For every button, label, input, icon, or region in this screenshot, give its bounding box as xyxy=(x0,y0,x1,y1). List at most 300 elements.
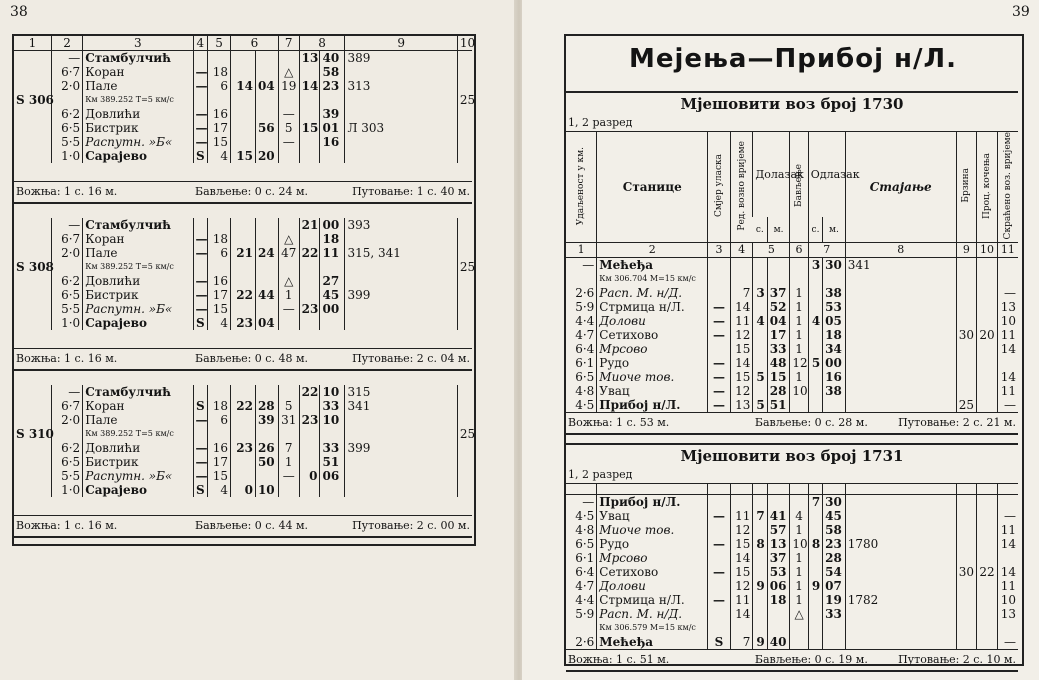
departure-hour xyxy=(299,260,320,274)
distance-km: — xyxy=(51,51,82,66)
departure-hour: 21 xyxy=(299,218,320,232)
stop-time-summary: Бављење: 0 с. 19 м. xyxy=(753,650,845,672)
stop-time: 1 xyxy=(790,342,808,356)
speed: 30 xyxy=(956,565,977,579)
stop-time: 1 xyxy=(790,523,808,537)
entry-direction: S xyxy=(193,149,208,163)
distance-km xyxy=(51,427,82,441)
column-number: 3 xyxy=(83,36,193,51)
run-time: 15 xyxy=(208,135,231,149)
run-time: 17 xyxy=(208,121,231,135)
departure-hour xyxy=(808,328,822,342)
distance-km: 2·0 xyxy=(51,413,82,427)
distance-km: 2·0 xyxy=(51,79,82,93)
arrival-hour xyxy=(230,51,255,66)
departure-hour: 7 xyxy=(808,495,822,510)
departure-minute: 39 xyxy=(320,107,345,121)
crossing-info xyxy=(345,65,457,79)
timetable-row xyxy=(566,272,1018,286)
distance-km: — xyxy=(582,258,595,273)
stop-time xyxy=(790,621,808,635)
station-name: Прибој н/Л. xyxy=(597,495,708,510)
crossing-info xyxy=(845,370,956,384)
run-time: 18 xyxy=(208,232,231,246)
stop-time: 1 xyxy=(790,593,808,607)
crossing-info xyxy=(345,107,457,121)
departure-hour xyxy=(808,509,822,523)
run-time: 15 xyxy=(730,342,753,356)
arrival-minute xyxy=(255,51,278,66)
run-time: 14 xyxy=(730,300,753,314)
run-time xyxy=(208,385,231,399)
speed: 30 xyxy=(956,328,977,342)
departure-minute: 58 xyxy=(320,65,345,79)
crossing-info: 315 xyxy=(345,385,457,399)
arrival-hour xyxy=(230,455,255,469)
arrival-hour xyxy=(753,258,767,273)
speed xyxy=(457,135,472,149)
stop-time: 1 xyxy=(790,286,808,300)
entry-direction: S xyxy=(193,316,208,330)
stop-time xyxy=(278,149,299,163)
run-time: 6 xyxy=(208,246,231,260)
departure-minute: 30 xyxy=(823,495,846,510)
entry-direction: — xyxy=(193,469,208,483)
run-time: 11 xyxy=(730,314,753,328)
departure-minute: 34 xyxy=(823,342,846,356)
station-name: Рудо xyxy=(597,356,708,370)
station-name: Сарајево xyxy=(83,149,193,163)
arrival-hour: 22 xyxy=(230,399,255,413)
timetable-row xyxy=(566,621,1018,635)
crossing-info: 1782 xyxy=(845,593,956,607)
departure-hour xyxy=(808,370,822,384)
speed xyxy=(956,537,977,551)
departure-minute: 33 xyxy=(320,441,345,455)
run-time: 11 xyxy=(730,509,753,523)
stop-time xyxy=(278,93,299,107)
arrival-minute: 37 xyxy=(767,286,790,300)
departure-minute xyxy=(823,635,846,650)
distance-km: 5·9 xyxy=(575,300,595,315)
entry-direction: — xyxy=(708,509,731,523)
crossing-info: 313 xyxy=(345,79,457,93)
stop-time: 1 xyxy=(790,551,808,565)
run-time: 15 xyxy=(730,370,753,384)
speed xyxy=(457,107,472,121)
arrival-minute xyxy=(255,302,278,316)
departure-minute: 00 xyxy=(320,302,345,316)
run-time: 6 xyxy=(208,79,231,93)
arrival-minute: 04 xyxy=(255,79,278,93)
reduced-time: — xyxy=(997,398,1018,413)
arrival-hour xyxy=(753,272,767,286)
arrival-hour xyxy=(230,469,255,483)
distance-km: 4·4 xyxy=(575,593,595,608)
stop-time xyxy=(278,260,299,274)
train-number xyxy=(14,65,51,79)
speed: 25 xyxy=(457,93,472,107)
arrival-minute: 17 xyxy=(767,328,790,342)
departure-hour: 8 xyxy=(808,537,822,551)
crossing-info xyxy=(345,93,457,107)
speed xyxy=(956,551,977,565)
arrival-minute xyxy=(255,107,278,121)
crossing-info xyxy=(345,483,457,497)
header-departure: Одлазак xyxy=(808,132,845,218)
braking-percent xyxy=(977,621,998,635)
entry-direction: — xyxy=(193,135,208,149)
distance-km: 6·5 xyxy=(51,455,82,469)
entry-direction xyxy=(193,218,208,232)
train-number xyxy=(14,385,51,399)
station-name: Распутн. »Б« xyxy=(83,135,193,149)
crossing-info xyxy=(845,286,956,300)
reduced-time: 11 xyxy=(997,384,1018,398)
stop-time: 1 xyxy=(790,565,808,579)
departure-hour: 9 xyxy=(808,579,822,593)
stop-time: 5 xyxy=(278,121,299,135)
departure-minute: 51 xyxy=(320,455,345,469)
block-gap xyxy=(566,434,1018,444)
departure-hour xyxy=(808,565,822,579)
timetable-row xyxy=(566,384,1018,398)
braking-percent xyxy=(977,593,998,607)
departure-minute: 06 xyxy=(320,469,345,483)
station-name: Сарајево xyxy=(83,316,193,330)
stop-time: 1 xyxy=(790,370,808,384)
header-spacer xyxy=(956,484,977,495)
arrival-hour xyxy=(230,93,255,107)
crossing-info xyxy=(345,274,457,288)
stop-time: 1 xyxy=(790,328,808,342)
station-name: Расп. М. н/Д. xyxy=(597,286,708,300)
distance-km: 6·5 xyxy=(51,121,82,135)
class-info: 1, 2 разред xyxy=(566,115,1018,132)
speed: 25 xyxy=(956,398,977,413)
arrival-hour: 0 xyxy=(230,483,255,497)
stop-time: 7 xyxy=(278,441,299,455)
train-number xyxy=(14,135,51,149)
run-time: 17 xyxy=(208,288,231,302)
station-name: Коран xyxy=(83,399,193,413)
distance-km: — xyxy=(51,385,82,399)
crossing-info xyxy=(845,384,956,398)
departure-hour xyxy=(808,551,822,565)
departure-minute: 30 xyxy=(823,258,846,273)
arrival-minute: 04 xyxy=(767,314,790,328)
station-name: Распутн. »Б« xyxy=(83,469,193,483)
train-number xyxy=(14,218,51,232)
stop-time: — xyxy=(278,302,299,316)
stop-time: △ xyxy=(790,607,808,621)
arrival-hour: 23 xyxy=(230,441,255,455)
arrival-minute xyxy=(255,260,278,274)
left-timetable xyxy=(14,36,476,538)
run-time xyxy=(208,93,231,107)
arrival-hour xyxy=(753,356,767,370)
arrival-minute xyxy=(255,232,278,246)
column-number: 4 xyxy=(193,36,208,51)
departure-hour xyxy=(808,607,822,621)
run-time: 12 xyxy=(730,523,753,537)
speed xyxy=(956,579,977,593)
entry-direction: — xyxy=(708,537,731,551)
departure-hour: 4 xyxy=(808,314,822,328)
spacer xyxy=(14,339,472,349)
timetable-row xyxy=(14,427,472,441)
distance-km: 6·2 xyxy=(51,107,82,121)
crossing-info: 399 xyxy=(345,288,457,302)
departure-minute xyxy=(320,93,345,107)
reduced-time: 10 xyxy=(997,593,1018,607)
arrival-hour xyxy=(753,342,767,356)
distance-km: 4·7 xyxy=(575,579,595,594)
braking-percent xyxy=(977,495,998,510)
run-time: 14 xyxy=(730,607,753,621)
spacer xyxy=(14,506,472,516)
column-number: 8 xyxy=(845,243,956,258)
arrival-minute: 26 xyxy=(255,441,278,455)
stop-time: 1 xyxy=(790,579,808,593)
stop-time xyxy=(790,495,808,510)
stop-time: — xyxy=(278,107,299,121)
arrival-hour: 4 xyxy=(753,314,767,328)
timetable-row xyxy=(14,316,472,330)
departure-minute: 10 xyxy=(320,413,345,427)
stop-time: 19 xyxy=(278,79,299,93)
speed xyxy=(457,51,472,66)
crossing-info: 399 xyxy=(345,441,457,455)
speed xyxy=(956,258,977,273)
arrival-hour: 3 xyxy=(753,286,767,300)
arrival-minute: 04 xyxy=(255,316,278,330)
crossing-info xyxy=(845,356,956,370)
stop-time: 4 xyxy=(790,509,808,523)
station-name: Км 389.252 Т=5 км/с xyxy=(83,260,193,274)
run-time: 15 xyxy=(208,302,231,316)
speed xyxy=(457,441,472,455)
distance-km: 1·0 xyxy=(51,149,82,163)
speed xyxy=(457,121,472,135)
station-name: Расп. М. н/Д. xyxy=(597,607,708,621)
arrival-hour xyxy=(753,328,767,342)
departure-hour xyxy=(299,441,320,455)
stop-time xyxy=(790,258,808,273)
train-number xyxy=(14,413,51,427)
timetable-row xyxy=(566,565,1018,579)
timetable-row xyxy=(14,385,472,399)
station-name: Миоче тов. xyxy=(597,523,708,537)
timetable-row xyxy=(566,579,1018,593)
speed: 25 xyxy=(457,260,472,274)
crossing-info: 393 xyxy=(345,218,457,232)
crossing-info xyxy=(845,565,956,579)
station-name: Стамбулчић xyxy=(83,385,193,399)
crossing-info xyxy=(845,551,956,565)
crossing-info xyxy=(345,302,457,316)
speed xyxy=(956,593,977,607)
departure-hour xyxy=(299,65,320,79)
distance-km: 2·0 xyxy=(51,246,82,260)
departure-hour: 22 xyxy=(299,246,320,260)
column-number: 7 xyxy=(808,243,845,258)
arrival-hour xyxy=(230,260,255,274)
station-name: Сетихово xyxy=(597,565,708,579)
reduced-time: 11 xyxy=(997,523,1018,537)
column-number: 8 xyxy=(299,36,345,51)
station-name: Рудо xyxy=(597,537,708,551)
arrival-hour xyxy=(753,593,767,607)
departure-minute: 23 xyxy=(823,537,846,551)
entry-direction: — xyxy=(708,370,731,384)
header-spacer xyxy=(566,484,597,495)
timetable-row xyxy=(14,455,472,469)
spacer xyxy=(14,172,472,182)
timetable-row xyxy=(566,356,1018,370)
distance-km: 5·5 xyxy=(51,135,82,149)
departure-minute: 18 xyxy=(320,232,345,246)
arrival-hour xyxy=(230,413,255,427)
header-reduced-time xyxy=(997,132,1018,243)
departure-minute: 07 xyxy=(823,579,846,593)
departure-hour xyxy=(299,107,320,121)
entry-direction xyxy=(708,579,731,593)
speed xyxy=(457,483,472,497)
distance-km: 6·7 xyxy=(51,399,82,413)
entry-direction: S xyxy=(193,483,208,497)
column-number: 5 xyxy=(753,243,790,258)
arrival-minute: 56 xyxy=(255,121,278,135)
braking-percent xyxy=(977,551,998,565)
right-timetable xyxy=(566,91,1018,672)
stop-time: △ xyxy=(278,232,299,246)
departure-hour: 0 xyxy=(299,469,320,483)
stop-time-summary: Бављење: 0 с. 24 м. xyxy=(193,182,320,204)
departure-hour: 13 xyxy=(299,51,320,66)
column-number: 1 xyxy=(566,243,597,258)
departure-hour: 5 xyxy=(808,356,822,370)
distance-km xyxy=(51,93,82,107)
speed xyxy=(457,274,472,288)
arrival-minute: 24 xyxy=(255,246,278,260)
run-time: 15 xyxy=(730,537,753,551)
braking-percent: 22 xyxy=(977,565,998,579)
station-name: Пале xyxy=(83,413,193,427)
run-time: 16 xyxy=(208,441,231,455)
station-name: Км 389.252 Т=5 км/с xyxy=(83,93,193,107)
departure-minute xyxy=(320,427,345,441)
timetable-row xyxy=(566,635,1018,650)
departure-hour xyxy=(808,523,822,537)
entry-direction: — xyxy=(193,107,208,121)
crossing-info: 341 xyxy=(345,399,457,413)
arrival-minute: 06 xyxy=(767,579,790,593)
departure-hour xyxy=(299,316,320,330)
entry-direction: — xyxy=(193,413,208,427)
crossing-info: Л 303 xyxy=(345,121,457,135)
timetable-row xyxy=(566,398,1018,413)
departure-minute: 16 xyxy=(823,370,846,384)
timetable-row xyxy=(14,93,472,107)
spacer xyxy=(14,163,472,172)
speed xyxy=(457,413,472,427)
crossing-info xyxy=(845,621,956,635)
header-stop-label: Бављење xyxy=(794,164,805,208)
train-number xyxy=(14,107,51,121)
reduced-time: 13 xyxy=(997,300,1018,314)
stop-time: 10 xyxy=(790,537,808,551)
departure-minute xyxy=(320,260,345,274)
header-stations-label: Станице xyxy=(622,180,682,195)
stop-time xyxy=(278,385,299,399)
arrival-minute xyxy=(767,621,790,635)
run-time: 17 xyxy=(208,455,231,469)
stop-time-summary: Бављење: 0 с. 48 м. xyxy=(193,349,320,371)
train-number xyxy=(14,149,51,163)
header-braking xyxy=(977,132,998,243)
speed xyxy=(956,272,977,286)
station-name: Распутн. »Б« xyxy=(83,302,193,316)
column-number: 10 xyxy=(457,36,472,51)
departure-hour: 15 xyxy=(299,121,320,135)
arrival-hour xyxy=(753,551,767,565)
run-time: 15 xyxy=(730,565,753,579)
station-name: Довлићи xyxy=(83,107,193,121)
arrival-minute: 39 xyxy=(255,413,278,427)
arrival-hour: 14 xyxy=(230,79,255,93)
arrival-minute: 13 xyxy=(767,537,790,551)
crossing-info: 1780 xyxy=(845,537,956,551)
departure-minute: 10 xyxy=(320,385,345,399)
arrival-hour xyxy=(230,302,255,316)
speed xyxy=(956,621,977,635)
timetable-row xyxy=(566,593,1018,607)
speed xyxy=(956,495,977,510)
column-number: 6 xyxy=(790,243,808,258)
run-time: 12 xyxy=(730,384,753,398)
station-name: Долови xyxy=(597,579,708,593)
train-number xyxy=(14,455,51,469)
station-name: Мрсово xyxy=(597,551,708,565)
run-time-summary: Вожња: 1 с. 16 м. xyxy=(14,516,193,538)
stop-time xyxy=(278,483,299,497)
speed xyxy=(956,342,977,356)
departure-minute: 53 xyxy=(823,300,846,314)
crossing-info xyxy=(845,495,956,510)
arrival-minute: 10 xyxy=(255,483,278,497)
departure-minute: 58 xyxy=(823,523,846,537)
distance-km: 6·5 xyxy=(575,370,595,385)
crossing-info xyxy=(345,413,457,427)
stop-time-summary: Бављење: 0 с. 28 м. xyxy=(753,413,845,435)
stop-time: 47 xyxy=(278,246,299,260)
header-spacer xyxy=(597,484,708,495)
header-braking-label: Проц. кочења xyxy=(981,152,992,219)
station-name: Км 389.252 Т=5 км/с xyxy=(83,427,193,441)
station-name: Стрмица н/Л. xyxy=(597,300,708,314)
speed xyxy=(457,65,472,79)
crossing-info xyxy=(845,509,956,523)
arrival-hour xyxy=(230,385,255,399)
arrival-hour: 21 xyxy=(230,246,255,260)
timetable-row xyxy=(566,286,1018,300)
speed xyxy=(956,314,977,328)
stop-time: 12 xyxy=(790,356,808,370)
arrival-minute: 41 xyxy=(767,509,790,523)
arrival-minute: 51 xyxy=(767,398,790,413)
entry-direction: — xyxy=(193,274,208,288)
